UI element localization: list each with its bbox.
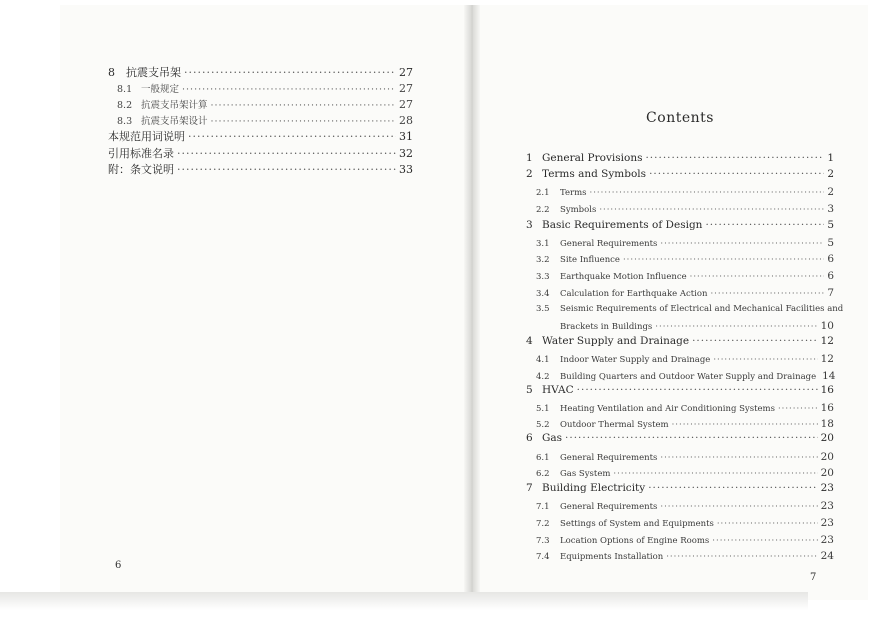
toc-entry-number: 3.1 <box>536 239 550 249</box>
toc-entry-page: 12 <box>820 335 834 347</box>
page-number-right: 7 <box>810 572 817 583</box>
toc-entry-number: 7 <box>526 482 533 494</box>
toc-entry-page: 5 <box>827 237 834 249</box>
toc-entry-page: 23 <box>820 482 834 494</box>
toc-entry <box>108 161 413 177</box>
toc-entry <box>536 304 844 314</box>
toc-entry <box>536 451 834 463</box>
toc-entry <box>108 64 413 80</box>
toc-leader-dots <box>692 335 818 347</box>
toc-entry-number: 8.1 <box>117 84 133 95</box>
toc-leader-dots <box>648 482 817 494</box>
toc-entry <box>526 482 834 494</box>
toc-entry-title: Earthquake Motion Influence <box>560 272 687 282</box>
toc-entry-title: Outdoor Thermal System <box>560 420 669 430</box>
toc-entry-title: 抗震支吊架 <box>126 66 181 79</box>
toc-entry-title: 引用标准名录 <box>108 147 174 160</box>
toc-entry-title: Terms and Symbols <box>542 168 647 180</box>
toc-entry <box>536 402 834 414</box>
toc-entry-title: General Requirements <box>560 502 658 512</box>
toc-entry <box>536 203 834 215</box>
toc-entry <box>526 168 834 180</box>
toc-entry-number: 3.4 <box>536 289 550 299</box>
toc-leader-dots <box>660 453 817 463</box>
toc-entry-number: 7.2 <box>536 519 550 529</box>
toc-entry-page: 24 <box>820 550 834 562</box>
toc-entry-page: 1 <box>827 152 834 164</box>
toc-entry-title: Settings of System and Equipments <box>560 519 714 529</box>
toc-leader-dots <box>623 255 824 265</box>
book-gutter <box>464 5 480 600</box>
toc-entry-page: 31 <box>399 130 413 143</box>
toc-entry-title: 抗震支吊架计算 <box>141 100 208 111</box>
toc-entry <box>536 517 834 529</box>
toc-entry-number: 3 <box>526 219 533 231</box>
toc-entry-title: Indoor Water Supply and Drainage <box>560 355 711 365</box>
toc-entry-title: Site Influence <box>560 255 620 265</box>
toc-entry <box>536 287 834 299</box>
toc-entry-page: 27 <box>399 66 413 79</box>
toc-entry-page: 28 <box>399 114 413 127</box>
toc-entry-page: 3 <box>827 203 834 215</box>
toc-entry-number: 6.1 <box>536 453 550 463</box>
toc-entry-page: 20 <box>820 432 834 444</box>
toc-leader-dots <box>182 84 396 95</box>
toc-entry-number: 2 <box>526 168 533 180</box>
toc-entry <box>526 384 834 396</box>
toc-leader-dots <box>660 502 817 512</box>
toc-entry-page: 14 <box>822 370 836 382</box>
toc-entry-page: 6 <box>827 253 834 265</box>
toc-entry <box>536 186 834 198</box>
toc-entry-number: 5 <box>526 384 533 396</box>
toc-entry-page: 2 <box>827 168 834 180</box>
toc-entry-title: Calculation for Earthquake Action <box>560 289 708 299</box>
toc-entry-page: 6 <box>827 270 834 282</box>
toc-entry-number: 3.3 <box>536 272 550 282</box>
toc-entry-page: 32 <box>399 147 413 160</box>
toc-entry <box>536 353 834 365</box>
toc-leader-dots <box>577 384 818 396</box>
toc-entry-page: 12 <box>820 353 834 365</box>
toc-entry <box>560 320 834 332</box>
toc-entry-page: 23 <box>820 500 834 512</box>
toc-entry-title: Building Electricity <box>542 482 646 494</box>
toc-entry-title: Basic Requirements of Design <box>542 219 703 231</box>
toc-entry-number: 3.5 <box>536 304 550 314</box>
toc-entry-page: 16 <box>820 402 834 414</box>
toc-entry-number: 5.1 <box>536 404 550 414</box>
toc-entry-title: General Requirements <box>560 453 658 463</box>
toc-leader-dots <box>590 188 825 198</box>
toc-entry <box>526 219 834 231</box>
toc-leader-dots <box>184 66 396 79</box>
toc-entry-page: 18 <box>820 418 834 430</box>
toc-entry-number: 7.3 <box>536 536 550 546</box>
toc-entry-number: 4.1 <box>536 355 550 365</box>
toc-leader-dots <box>666 552 817 562</box>
toc-entry <box>536 418 834 430</box>
toc-entry-number: 4.2 <box>536 372 550 382</box>
page-bottom-shadow <box>0 592 808 610</box>
toc-entry-page: 33 <box>399 163 413 176</box>
toc-leader-dots <box>778 404 818 414</box>
toc-entry-title: General Provisions <box>542 152 643 164</box>
toc-entry-title: Symbols <box>560 205 597 215</box>
toc-entry-page: 27 <box>399 98 413 111</box>
toc-entry-title: Water Supply and Drainage <box>542 335 690 347</box>
toc-leader-dots <box>188 130 396 143</box>
toc-entry-title: Brackets in Buildings <box>560 322 653 332</box>
toc-entry-title: HVAC <box>542 384 574 396</box>
toc-leader-dots <box>599 205 824 215</box>
toc-entry <box>526 335 834 347</box>
toc-entry <box>536 253 834 265</box>
toc-entry-title: Gas System <box>560 469 611 479</box>
toc-leader-dots <box>565 432 818 444</box>
toc-entry-title: Gas <box>542 432 563 444</box>
toc-entry-title: Location Options of Engine Rooms <box>560 536 710 546</box>
toc-entry-number: 1 <box>526 152 533 164</box>
toc-entry <box>536 534 834 546</box>
toc-entry <box>117 97 413 111</box>
toc-entry-number: 8.2 <box>117 100 133 111</box>
toc-leader-dots <box>645 152 824 164</box>
toc-entry-title: Heating Ventilation and Air Conditioning Systems <box>560 404 775 414</box>
toc-entry-number: 7.4 <box>536 552 550 562</box>
toc-leader-dots <box>690 272 825 282</box>
toc-entry <box>536 370 834 382</box>
toc-leader-dots <box>710 289 824 299</box>
toc-leader-dots <box>655 322 817 332</box>
toc-entry-page: 10 <box>820 320 834 332</box>
toc-entry-number: 2.1 <box>536 188 550 198</box>
toc-leader-dots <box>712 536 817 546</box>
toc-entry-number: 7.1 <box>536 502 550 512</box>
toc-entry <box>536 237 834 249</box>
toc-entry-page: 16 <box>820 384 834 396</box>
toc-leader-dots <box>649 168 824 180</box>
toc-entry <box>117 81 413 95</box>
toc-entry-page: 7 <box>827 287 834 299</box>
toc-entry <box>536 500 834 512</box>
toc-leader-dots <box>672 420 818 430</box>
toc-entry-number: 2.2 <box>536 205 550 215</box>
toc-entry <box>108 145 413 161</box>
toc-entry <box>526 432 834 444</box>
toc-entry-page: 23 <box>820 534 834 546</box>
toc-leader-dots <box>660 239 824 249</box>
toc-leader-dots <box>211 100 396 111</box>
toc-entry-title: Equipments Installation <box>560 552 664 562</box>
toc-entry-title: Seismic Requirements of Electrical and Mechanical Facilities and <box>560 304 844 314</box>
toc-entry <box>536 467 834 479</box>
toc-entry-number: 8 <box>108 66 115 79</box>
toc-entry-title: 一般规定 <box>141 84 180 95</box>
toc-entry-title: 抗震支吊架设计 <box>141 116 208 127</box>
toc-leader-dots <box>713 355 817 365</box>
toc-leader-dots <box>613 469 817 479</box>
toc-leader-dots <box>177 163 396 176</box>
toc-entry-title: 本规范用词说明 <box>108 130 185 143</box>
toc-entry-number: 5.2 <box>536 420 550 430</box>
toc-entry-page: 23 <box>820 517 834 529</box>
toc-leader-dots <box>177 147 396 160</box>
toc-leader-dots <box>705 219 824 231</box>
toc-entry <box>526 152 834 164</box>
toc-entry-number: 8.3 <box>117 116 133 127</box>
toc-entry <box>117 113 413 127</box>
toc-entry-title: 附：条文说明 <box>108 163 174 176</box>
toc-entry-number: 6.2 <box>536 469 550 479</box>
toc-entry <box>536 550 834 562</box>
toc-entry-title: General Requirements <box>560 239 658 249</box>
toc-entry-page: 27 <box>399 82 413 95</box>
page-number-left: 6 <box>115 560 122 571</box>
toc-entry-number: 3.2 <box>536 255 550 265</box>
toc-leader-dots <box>717 519 818 529</box>
toc-entry-number: 6 <box>526 432 533 444</box>
toc-entry <box>536 270 834 282</box>
toc-entry <box>108 128 413 144</box>
toc-entry-page: 20 <box>820 467 834 479</box>
toc-entry-number: 4 <box>526 335 533 347</box>
toc-entry-page: 5 <box>827 219 834 231</box>
toc-entry-page: 2 <box>827 186 834 198</box>
toc-entry-page: 20 <box>820 451 834 463</box>
toc-entry-title: Terms <box>560 188 587 198</box>
toc-leader-dots <box>211 116 396 127</box>
contents-heading: Contents <box>646 110 714 126</box>
toc-entry-title: Building Quarters and Outdoor Water Supply and Drainage <box>560 372 817 382</box>
